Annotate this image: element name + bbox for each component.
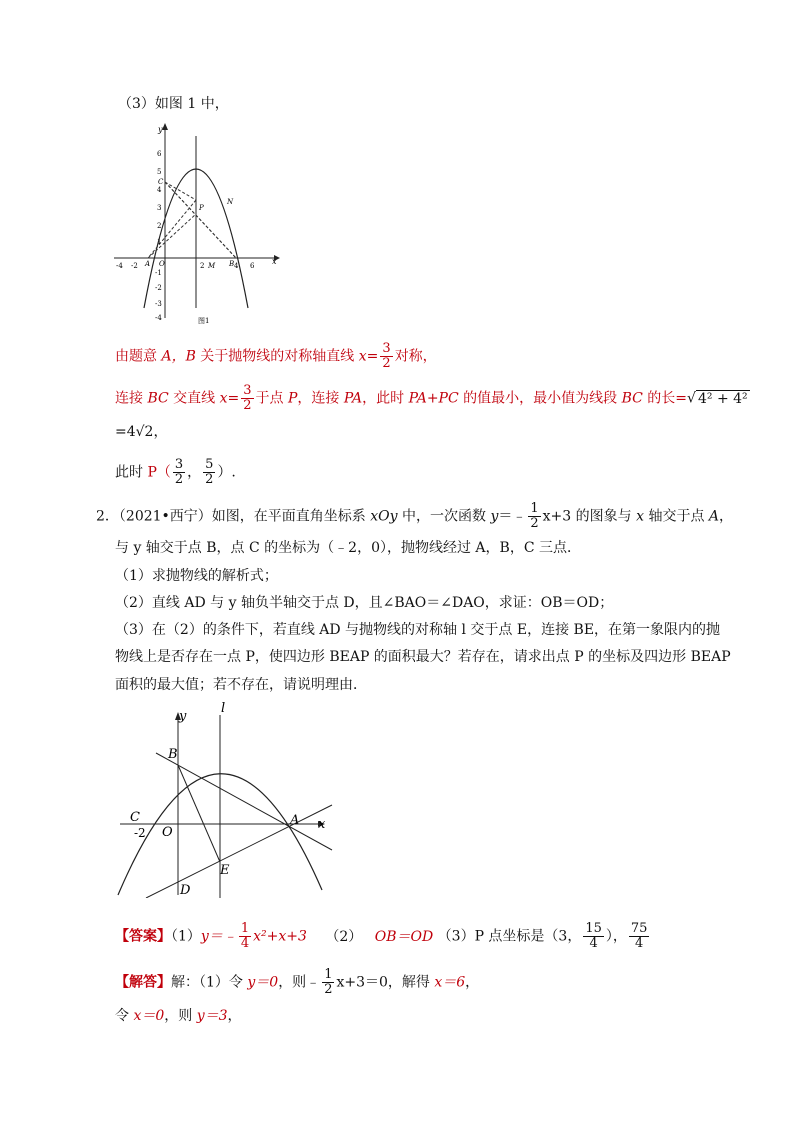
svg-text:O: O <box>162 825 173 840</box>
svg-text:-2: -2 <box>155 284 162 292</box>
q2-sub2: （2）直线 AD 与 y 轴负半轴交于点 D，且∠BAO＝∠DAO，求证：OB＝OD； <box>115 595 614 611</box>
svg-text:-4: -4 <box>155 314 162 322</box>
fig1-x-label: x <box>272 257 277 266</box>
q2-sub3-a: （3）在（2）的条件下，若直线 AD 与抛物线的对称轴 l 交于点 E，连接 BE，在第一象限内的抛 <box>115 622 721 638</box>
svg-text:B: B <box>168 747 178 762</box>
svg-text:-2: -2 <box>131 262 138 270</box>
svg-text:E: E <box>220 863 230 878</box>
fig1-caption: 图1 <box>198 317 210 325</box>
svg-text:P: P <box>199 204 204 212</box>
q2-line2: 与 y 轴交于点 B，点 C 的坐标为（﹣2，0），抛物线经过 A，B，C 三点． <box>115 540 581 556</box>
svg-text:C: C <box>130 810 140 825</box>
svg-text:x: x <box>318 817 326 832</box>
svg-text:O: O <box>159 260 165 268</box>
line-connect-bc: 连接 BC 交直线 x= $\frac{3}{2}$ 于点 P，连接 PA，此时 PA+PC 的值最小，最小值为线段 BC 的长=√ 4² + 4² <box>115 383 748 413</box>
line-result: =4√2， <box>115 424 168 440</box>
svg-text:5: 5 <box>157 168 162 176</box>
svg-text:-3: -3 <box>155 300 162 308</box>
q2-sub1: （1）求抛物线的解析式； <box>115 568 278 584</box>
svg-text:-4: -4 <box>116 262 123 270</box>
q2-sub3-b: 物线上是否存在一点 P，使四边形 BEAP 的面积最大？若存在，请求出点 P 的坐标及四边形 BEAP <box>115 649 731 665</box>
svg-text:4: 4 <box>157 186 162 194</box>
svg-text:-2: -2 <box>134 826 146 840</box>
q2-sub3-c: 面积的最大值；若不存在，请说明理由． <box>115 677 367 693</box>
svg-text:A: A <box>145 260 151 268</box>
svg-text:l: l <box>221 701 226 716</box>
fig1-y-label: y <box>158 125 163 134</box>
svg-text:D: D <box>180 883 191 898</box>
svg-text:A: A <box>290 813 300 828</box>
q2-line1: 2．（2021•西宁）如图，在平面直角坐标系 xOy 中，一次函数 y＝﹣ $\frac{1}{2}$ x+3 的图象与 x 轴交于点 A， <box>96 501 734 531</box>
svg-text:-1: -1 <box>155 269 162 277</box>
svg-text:2: 2 <box>200 262 205 270</box>
solution-line1: 【解答】解：（1）令 y＝0，则﹣ $\frac{1}{2}$ x+3＝0，解得 x＝6， <box>115 967 480 997</box>
solution-line2: 令 x＝0，则 y＝3， <box>115 1008 242 1024</box>
answer-line: 【答案】（1）y＝﹣ $\frac{1}{4}$ x²+x+3 （2） OB＝OD （3）P 点坐标是（3， $\frac{15}{4}$ ）， $\frac{75}{4}$ <box>115 921 648 951</box>
svg-text:N: N <box>227 198 234 206</box>
svg-text:C: C <box>158 178 164 186</box>
svg-text:6: 6 <box>250 262 255 270</box>
svg-text:6: 6 <box>157 150 162 158</box>
svg-text:B: B <box>229 260 235 268</box>
line-point-p: 此时 P（ $\frac{3}{2}$ ， $\frac{5}{2}$ ）. <box>115 457 236 487</box>
svg-text:3: 3 <box>157 204 162 212</box>
part3-intro: （3）如图 1 中， <box>118 96 229 112</box>
figure-1 <box>112 118 282 328</box>
figure-2 <box>110 700 340 898</box>
svg-text:2: 2 <box>157 222 162 230</box>
line-symmetry: 由题意 A，B 关于抛物线的对称轴直线 x= $\frac{3}{2}$ 对称， <box>115 341 437 371</box>
svg-text:y: y <box>179 709 187 724</box>
svg-text:1: 1 <box>157 238 162 246</box>
svg-text:4: 4 <box>234 262 239 270</box>
svg-text:M: M <box>208 262 216 270</box>
